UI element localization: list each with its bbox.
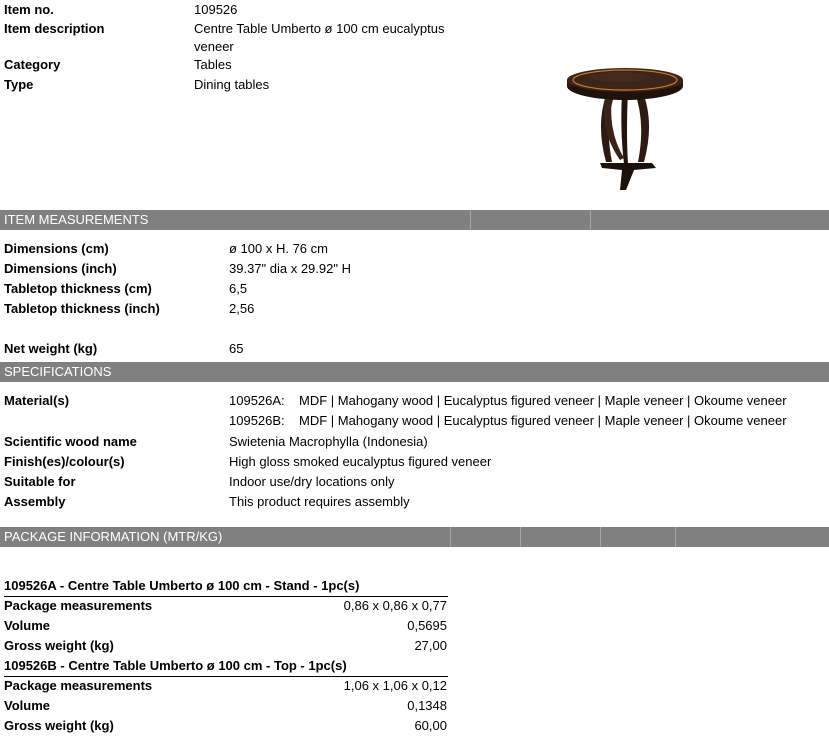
dimensions-cm-value: ø 100 x H. 76 cm <box>229 241 328 256</box>
material-b-value: MDF | Mahogany wood | Eucalyptus figured veneer | Maple veneer | Okoume veneer <box>299 413 787 428</box>
package-a-measurements-label: Package measurements <box>4 598 153 613</box>
item-description-label: Item description <box>4 21 105 36</box>
finish-colour-value: High gloss smoked eucalyptus figured veneer <box>229 454 492 469</box>
scientific-wood-name-label: Scientific wood name <box>4 434 137 449</box>
item-measurements-title: ITEM MEASUREMENTS <box>4 212 149 227</box>
net-weight-value: 65 <box>229 341 244 356</box>
material-a-value: MDF | Mahogany wood | Eucalyptus figured veneer | Maple veneer | Okoume veneer <box>299 393 787 408</box>
category-label: Category <box>4 57 61 72</box>
package-b-gross-weight-value: 60,00 <box>414 718 447 733</box>
package-a-volume-value: 0,5695 <box>407 618 447 633</box>
suitable-for-value: Indoor use/dry locations only <box>229 474 395 489</box>
tabletop-thickness-cm-label: Tabletop thickness (cm) <box>4 281 152 296</box>
package-information-title: PACKAGE INFORMATION (MTR/KG) <box>4 529 223 544</box>
category-value: Tables <box>194 57 232 72</box>
package-b-volume-value: 0,1348 <box>407 698 447 713</box>
material-b-code: 109526B: <box>229 413 285 428</box>
package-b-gross-weight-label: Gross weight (kg) <box>4 718 114 733</box>
package-a-gross-weight-value: 27,00 <box>414 638 447 653</box>
specifications-title: SPECIFICATIONS <box>4 364 112 379</box>
dimensions-inch-label: Dimensions (inch) <box>4 261 117 276</box>
package-a-volume-label: Volume <box>4 618 50 633</box>
package-a-measurements-value: 0,86 x 0,86 x 0,77 <box>343 598 447 613</box>
package-a-title: 109526A - Centre Table Umberto ø 100 cm - Stand - 1pc(s) <box>4 578 360 593</box>
dimensions-cm-label: Dimensions (cm) <box>4 241 109 256</box>
item-measurements-header <box>0 210 829 230</box>
type-label: Type <box>4 77 34 92</box>
product-image <box>560 62 690 192</box>
package-b-title: 109526B - Centre Table Umberto ø 100 cm - Top - 1pc(s) <box>4 658 347 673</box>
package-b-measurements-value: 1,06 x 1,06 x 0,12 <box>343 678 447 693</box>
item-description-line-2: veneer <box>194 39 234 54</box>
net-weight-label: Net weight (kg) <box>4 341 98 356</box>
material-a-code: 109526A: <box>229 393 285 408</box>
item-no-label: Item no. <box>4 2 54 17</box>
package-a-gross-weight-label: Gross weight (kg) <box>4 638 114 653</box>
package-information-header <box>0 527 829 547</box>
package-b-volume-label: Volume <box>4 698 50 713</box>
scientific-wood-name-value: Swietenia Macrophylla (Indonesia) <box>229 434 428 449</box>
item-no-value: 109526 <box>194 2 238 17</box>
material-label: Material(s) <box>4 393 70 408</box>
package-b-measurements-label: Package measurements <box>4 678 153 693</box>
tabletop-thickness-cm-value: 6,5 <box>229 281 248 296</box>
tabletop-thickness-inch-label: Tabletop thickness (inch) <box>4 301 160 316</box>
tabletop-thickness-inch-value: 2,56 <box>229 301 255 316</box>
dimensions-inch-value: 39.37" dia x 29.92" H <box>229 261 351 276</box>
type-value: Dining tables <box>194 77 270 92</box>
specifications-header <box>0 362 829 382</box>
finish-colour-label: Finish(es)/colour(s) <box>4 454 125 469</box>
item-description-line-1: Centre Table Umberto ø 100 cm eucalyptus <box>194 21 445 36</box>
assembly-label: Assembly <box>4 494 66 509</box>
assembly-value: This product requires assembly <box>229 494 410 509</box>
suitable-for-label: Suitable for <box>4 474 76 489</box>
